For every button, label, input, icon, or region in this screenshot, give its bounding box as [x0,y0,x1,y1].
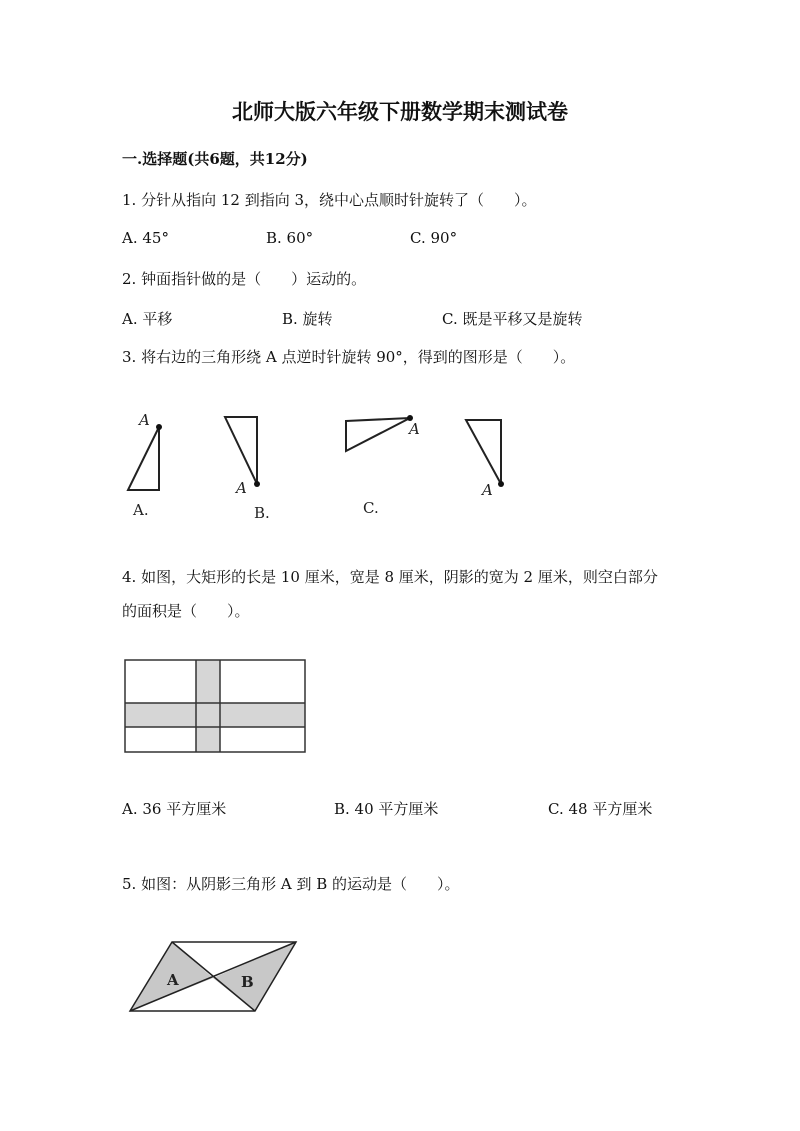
question-2-option-a[interactable]: A. 平移 [122,310,173,328]
question-4-option-c[interactable]: C. 48 平方厘米 [548,800,653,818]
question-2-option-b[interactable]: B. 旋转 [282,310,333,328]
question-4-text-line2: 的面积是（ ）。 [122,602,250,620]
question-1-option-c[interactable]: C. 90° [410,229,458,247]
option-b-label: B. [254,504,270,522]
point-a-label: A [236,479,247,497]
point-a-label: A [139,411,150,429]
triangle-option-b[interactable] [225,417,270,522]
reference-triangle [466,420,504,499]
triangle-option-a[interactable] [128,411,162,519]
question-4-option-b[interactable]: B. 40 平方厘米 [334,800,439,818]
point-a-label: A [482,481,493,499]
triangle-b-label: B [241,973,254,991]
question-1-option-b[interactable]: B. 60° [266,229,314,247]
question-1-text: 1. 分针从指向 12 到指向 3，绕中心点顺时针旋转了（ ）。 [122,191,537,209]
triangle-a-label: A [167,971,179,989]
question-5-parallelogram-figure [120,935,310,1025]
question-4-option-a[interactable]: A. 36 平方厘米 [122,800,227,818]
question-3-text: 3. 将右边的三角形绕 A 点逆时针旋转 90°，得到的图形是（ ）。 [122,348,576,366]
option-c-label: C. [363,499,379,517]
question-1-option-a[interactable]: A. 45° [122,229,169,247]
option-a-label: A. [133,501,149,519]
triangle-option-c[interactable] [346,415,420,517]
shaded-triangle-b [213,942,296,1011]
horizontal-shaded-strip [125,703,305,727]
question-5-text: 5. 如图：从阴影三角形 A 到 B 的运动是（ ）。 [122,875,460,893]
question-2-text: 2. 钟面指针做的是（ ）运动的。 [122,270,367,288]
question-4-rectangle-figure [120,656,310,756]
point-a-label: A [409,420,420,438]
question-3-figure [0,400,800,540]
question-2-option-c[interactable]: C. 既是平移又是旋转 [442,310,583,328]
section-heading: 一.选择题(共6题，共12分) [122,150,308,168]
page-title: 北师大版六年级下册数学期末测试卷 [232,99,568,124]
question-4-text-line1: 4. 如图，大矩形的长是 10 厘米，宽是 8 厘米，阴影的宽为 2 厘米，则空白部分 [122,568,658,586]
